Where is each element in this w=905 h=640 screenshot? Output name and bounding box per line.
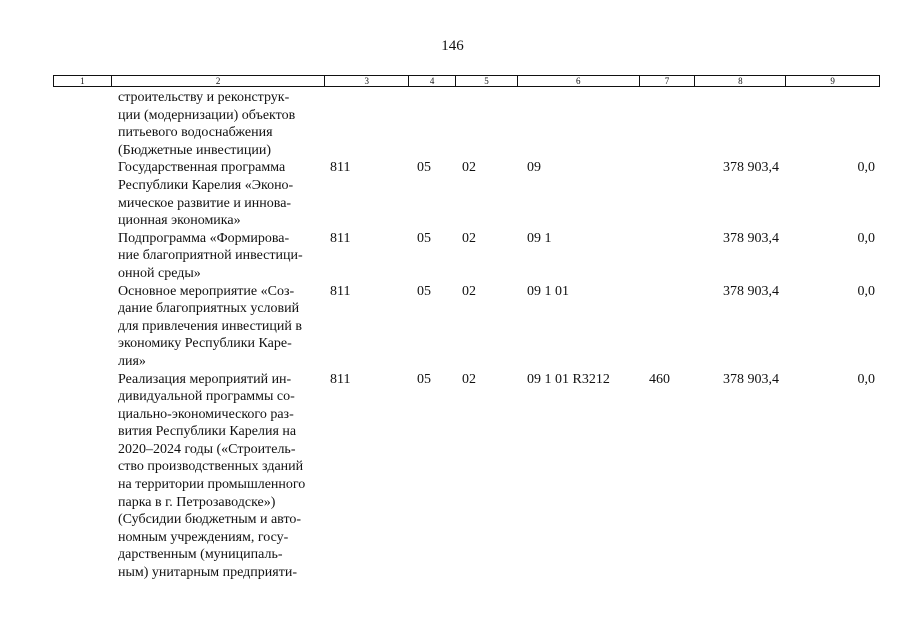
section-code: 05 bbox=[417, 283, 431, 299]
ministry-code: 811 bbox=[330, 283, 351, 299]
row-name: Реализация мероприятий ин- дивидуальной программы со- циально-экономического раз- вития Республики Карелия на 2020–2024 годы («Строитель- ство производственных зданий на территории промышленного парка в г. Петрозаводске») (Субсидии бюджетным и авто- номным учреждениям, госу- дарственным (муниципаль- ным) унитарным предприяти- bbox=[118, 371, 306, 581]
table-row bbox=[0, 230, 905, 283]
table-row bbox=[0, 159, 905, 229]
row-name: Основное мероприятие «Соз- дание благоприятных условий для привлечения инвестиций в экономику Республики Каре- лия» bbox=[118, 283, 302, 369]
table-row bbox=[0, 89, 905, 159]
column-header-4: 4 bbox=[409, 76, 456, 86]
ministry-code: 811 bbox=[330, 230, 351, 246]
section-code: 05 bbox=[417, 230, 431, 246]
column-header-3: 3 bbox=[325, 76, 409, 86]
subsection-code: 02 bbox=[462, 283, 476, 299]
ministry-code: 811 bbox=[330, 371, 351, 387]
subsection-code: 02 bbox=[462, 371, 476, 387]
amount: 378 903,4 bbox=[723, 230, 779, 246]
target-article-code: 09 1 bbox=[527, 230, 552, 246]
amount-secondary: 0,0 bbox=[857, 160, 875, 176]
section-code: 05 bbox=[417, 371, 431, 387]
column-number-header bbox=[53, 75, 880, 87]
subsection-code: 02 bbox=[462, 230, 476, 246]
amount: 378 903,4 bbox=[723, 160, 779, 176]
page-number: 146 bbox=[441, 38, 464, 54]
amount: 378 903,4 bbox=[723, 371, 779, 387]
column-header-5: 5 bbox=[456, 76, 518, 86]
amount-secondary: 0,0 bbox=[857, 283, 875, 299]
amount: 378 903,4 bbox=[723, 283, 779, 299]
table-row bbox=[0, 371, 905, 582]
row-name: Государственная программа Республики Карелия «Эконо- мическое развитие и иннова- ционная экономика» bbox=[118, 160, 294, 229]
expense-type-code: 460 bbox=[649, 371, 670, 387]
column-header-9: 9 bbox=[830, 76, 835, 86]
budget-table-body bbox=[0, 89, 905, 582]
column-header-2: 2 bbox=[112, 76, 325, 86]
row-name: Подпрограмма «Формирова- ние благоприятной инвестици- онной среды» bbox=[118, 230, 303, 281]
row-name: строительству и реконструк- ции (модернизации) объектов питьевого водоснабжения (Бюджетные инвестиции) bbox=[118, 90, 296, 158]
section-code: 05 bbox=[417, 160, 431, 176]
column-header-1: 1 bbox=[54, 76, 112, 86]
target-article-code: 09 1 01 R3212 bbox=[527, 371, 610, 387]
column-header-7: 7 bbox=[640, 76, 696, 86]
amount-secondary: 0,0 bbox=[857, 371, 875, 387]
target-article-code: 09 1 01 bbox=[527, 283, 569, 299]
ministry-code: 811 bbox=[330, 160, 351, 176]
subsection-code: 02 bbox=[462, 160, 476, 176]
table-row bbox=[0, 283, 905, 371]
column-header-8: 8 bbox=[695, 76, 786, 86]
amount-secondary: 0,0 bbox=[857, 230, 875, 246]
column-header-6: 6 bbox=[518, 76, 640, 86]
target-article-code: 09 bbox=[527, 160, 541, 176]
